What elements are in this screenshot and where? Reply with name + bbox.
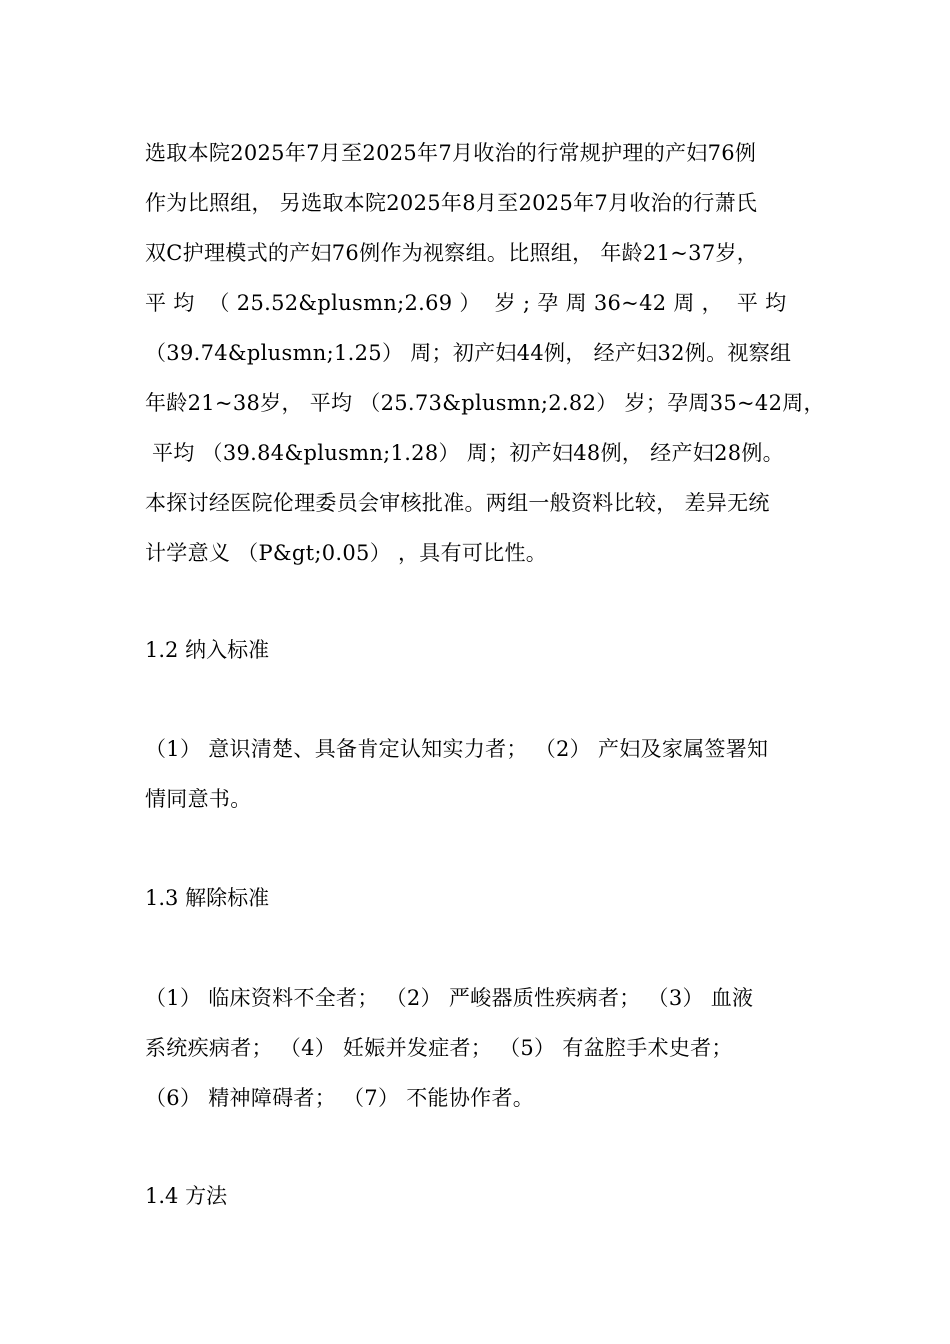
section-1-2-paragraph — [145, 724, 810, 824]
section-1-3-line-1: （1） 临床资料不全者； （2） 严峻器质性疾病者； （3） 血液 — [145, 986, 754, 1010]
section-1-3-line-3: （6） 精神障碍者； （7） 不能协作者。 — [145, 1086, 535, 1110]
section-1-3-paragraph — [145, 973, 810, 1123]
section-1-3-line-2: 系统疾病者； （4） 妊娠并发症者； （5） 有盆腔手术史者； — [145, 1036, 733, 1060]
intro-line-7: 平均 （39.84&plusmn;1.28） 周；初产妇48例， 经产妇28例。 — [145, 441, 784, 465]
intro-line-9: 计学意义 （P&gt;0.05） ，具有可比性。 — [145, 541, 548, 565]
section-1-2-line-1: （1） 意识清楚、具备肯定认知实力者； （2） 产妇及家属签署知 — [145, 737, 769, 761]
intro-line-3: 双C护理模式的产妇76例作为视察组。比照组， 年龄21~37岁， — [145, 241, 759, 265]
intro-paragraph — [145, 128, 825, 578]
section-1-3-heading: 1.3 解除标准 — [145, 886, 270, 910]
intro-line-2: 作为比照组， 另选取本院2025年8月至2025年7月收治的行萧氏 — [145, 191, 758, 215]
intro-line-4: 平 均 （ 25.52&plusmn;2.69 ） 岁 ; 孕 周 36~42 周 ， 平 均 — [145, 291, 787, 315]
intro-line-8: 本探讨经医院伦理委员会审核批准。两组一般资料比较， 差异无统 — [145, 491, 770, 515]
section-1-2-line-2: 情同意书。 — [145, 787, 252, 811]
section-1-4-heading: 1.4 方法 — [145, 1184, 228, 1208]
intro-line-6: 年龄21~38岁， 平均 （25.73&plusmn;2.82） 岁；孕周35~42周， — [145, 391, 825, 415]
intro-line-5: （39.74&plusmn;1.25） 周；初产妇44例， 经产妇32例。视察组 — [145, 341, 792, 365]
intro-line-1: 选取本院2025年7月至2025年7月收治的行常规护理的产妇76例 — [145, 141, 757, 165]
section-1-2-heading: 1.2 纳入标准 — [145, 638, 270, 662]
